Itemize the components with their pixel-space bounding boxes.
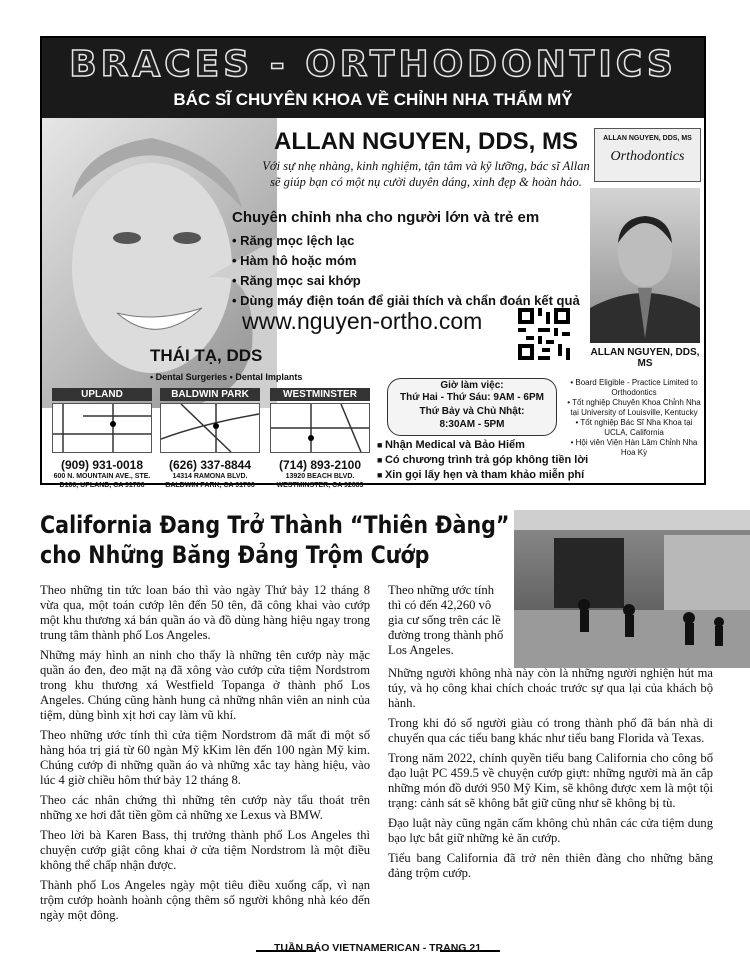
doctor-name: ALLAN NGUYEN, DDS, MS bbox=[273, 128, 578, 155]
credential-item: • Tốt nghiệp Bác Sĩ Nha Khoa tại UCLA, California bbox=[564, 418, 704, 438]
credential-item: • Board Eligible - Practice Limited to Orthodontics bbox=[564, 378, 704, 398]
location-baldwin-park bbox=[160, 388, 260, 488]
map-icon bbox=[52, 403, 152, 453]
headline-line: cho Những Băng Đảng Trộm Cướp bbox=[40, 541, 430, 569]
ad-title: BRACES - ORTHODONTICS bbox=[69, 44, 677, 85]
location-name: UPLAND bbox=[52, 388, 152, 401]
location-phone: (909) 931-0018 bbox=[60, 458, 144, 472]
hours-title: Giờ làm việc: bbox=[440, 380, 504, 391]
map-icon bbox=[270, 403, 370, 453]
logo-script: Orthodontics bbox=[610, 149, 685, 164]
map-icon bbox=[160, 403, 260, 453]
location-phone: (714) 893-2100 bbox=[278, 458, 362, 472]
benefit-item: ■ Nhận Medical và Bảo Hiểm bbox=[377, 438, 588, 453]
qr-code-icon bbox=[518, 308, 570, 360]
benefits-list bbox=[377, 438, 588, 483]
orthodontics-logo bbox=[594, 128, 701, 182]
article-paragraph: Tiểu bang California đã trở nên thiên đàng cho những băng đảng trộm cướp. bbox=[388, 851, 713, 880]
article-paragraph: Trong năm 2022, chính quyền tiểu bang California cho công bố đạo luật PC 459.5 về chuyện cướp giựt: những người mà ăn cắp những món đồ dưới 950 Mỹ Kim, sẽ không được xem là một tội trạng: cảnh sát sẽ không bắt giữ cũng như sẽ không bị tù. bbox=[388, 751, 713, 810]
ad-subtitle: BÁC SĨ CHUYÊN KHOA VỀ CHỈNH NHA THẨM MỸ bbox=[173, 90, 573, 109]
hours-weekend: 8:30AM - 5PM bbox=[439, 419, 505, 430]
article-column-2 bbox=[388, 666, 713, 886]
location-name: BALDWIN PARK bbox=[160, 388, 260, 401]
benefit-item: ■ Có chương trình trả góp không tiền lời bbox=[377, 453, 588, 468]
specialty-item: • Dùng máy điện toán để giải thích và chẩn đoán kết quả bbox=[232, 291, 580, 311]
second-doctor-name: THÁI TẠ, DDS bbox=[150, 346, 263, 365]
article-column-1 bbox=[40, 583, 370, 928]
hours-weekend-label: Thứ Bảy và Chủ Nhật: bbox=[419, 406, 525, 417]
store-robbery-photo bbox=[514, 510, 750, 668]
hours-weekday: Thứ Hai - Thứ Sáu: 9AM - 6PM bbox=[400, 392, 544, 403]
hours-box bbox=[387, 378, 557, 436]
photo-caption: ALLAN NGUYEN, DDS, MS bbox=[590, 347, 700, 369]
website-url: www.nguyen-ortho.com bbox=[242, 308, 483, 334]
article-paragraph: Theo các nhân chứng thì những tên cướp này tẩu thoát trên những xe hơi đắt tiền gồm cả những xe Lexus và BMW. bbox=[40, 793, 370, 822]
article-paragraph: Trong khi đó số người giàu có trong thành phố đã bán nhà di chuyển qua các tiểu bang khác như tiểu bang Florida và Texas. bbox=[388, 716, 713, 745]
credential-item: • Tốt nghiệp Chuyên Khoa Chỉnh Nha tại University of Louisville, Kentucky bbox=[564, 398, 704, 418]
article-paragraph: Theo những tin tức loan báo thì vào ngày Thứ bảy 12 tháng 8 vừa qua, một toán cướp lên đến 50 tên, đã công khai vào cướp một khu thương xá bán quần áo và đồ dùng hàng hiệu ngay trong trung tâm thành phố Los Angeles. bbox=[40, 583, 370, 642]
article-headline bbox=[40, 510, 510, 570]
specialty-list bbox=[232, 231, 580, 311]
article-column-2-lead: Theo những ước tính thì có đến 42,260 vô gia cư sống trên các lề đường trong thành phố Los Angeles. bbox=[388, 583, 504, 657]
specialty-item: • Răng mọc lệch lạc bbox=[232, 231, 580, 251]
logo-name: ALLAN NGUYEN, DDS, MS bbox=[603, 135, 692, 142]
article-paragraph: Theo lời bà Karen Bass, thị trưởng thành phố Los Angeles thì chuyện cướp giật công khai ở cửa tiệm Nordstrom là một điều không thể chấp nhận được. bbox=[40, 828, 370, 872]
location-phone: (626) 337-8844 bbox=[168, 458, 252, 472]
article-paragraph: Đạo luật này cũng ngăn cấm không chủ nhân các cửa tiệm dung bạo lực bắt giữ những kẻ ăn cướp. bbox=[388, 816, 713, 845]
article-paragraph: Những máy hình an ninh cho thấy là những tên cướp này mặc quần áo đen, đeo mặt nạ đã xông vào cướp cửa tiệm Nordstrom trong khu thương xá Westfield Topanga ở thành phố Los Angeles. Chúng cũng hành hung cả những nhân viên an ninh của tiệm, dùng bình xịt hơi cay làm vũ khí. bbox=[40, 648, 370, 722]
location-address: 600 N. MOUNTAIN AVE., STE. D100, UPLAND, CA 91786 bbox=[53, 473, 151, 489]
benefit-item: ■ Xin gọi lấy hẹn và tham khảo miễn phí bbox=[377, 468, 588, 483]
location-upland bbox=[52, 388, 152, 488]
location-address: 14314 RAMONA BLVD. BALDWIN PARK, CA 91706 bbox=[165, 473, 255, 489]
specialty-title: Chuyên chỉnh nha cho người lớn và trẻ em bbox=[232, 209, 540, 226]
location-westminster bbox=[270, 388, 370, 488]
page-footer: TUẦN BÁO VIETNAMERICAN - TRANG 21 bbox=[273, 942, 482, 954]
advertisement bbox=[40, 36, 706, 489]
doctor-portrait bbox=[590, 188, 700, 343]
specialty-item: • Hàm hô hoặc móm bbox=[232, 251, 580, 271]
location-address: 13920 BEACH BLVD. WESTMINSTER, CA 92683 bbox=[276, 473, 364, 489]
article-paragraph: Theo những ước tính thì cửa tiệm Nordstrom đã mất đi một số hàng hóa trị giá từ 60 ngàn Mỹ kKim lên đến 100 ngàn Mỹ kim. Chúng cướp đi những quần áo và những xắc tay hàng hiệu, vào lúc 4 giờ chiều hôm thứ bảy 12 tháng 8. bbox=[40, 728, 370, 787]
services: • Dental Surgeries • Dental Implants bbox=[150, 372, 303, 382]
article-paragraph: Những người không nhà này còn là những người nghiện hút ma túy, và họ công khai chích choác trước sự qua lại của khách bộ hành. bbox=[388, 666, 713, 710]
specialty-item: • Răng mọc sai khớp bbox=[232, 271, 580, 291]
headline-line: California Đang Trở Thành “Thiên Đàng” bbox=[40, 511, 510, 539]
tagline: Với sự nhẹ nhàng, kinh nghiệm, tận tâm và kỹ lưỡng, bác sĩ Allan sẽ giúp bạn có một nụ cười duyên dáng, xinh đẹp & hoàn hảo. bbox=[262, 159, 590, 189]
location-name: WESTMINSTER bbox=[270, 388, 370, 401]
credential-item: • Hội viên Viện Hàn Lâm Chỉnh Nha Hoa Kỳ bbox=[564, 438, 704, 458]
article-paragraph: Thành phố Los Angeles ngày một tiêu điều xuống cấp, vì nạn trộm cướp hoành hoành cộng thêm số người không nhà kéo đến ngày một đông. bbox=[40, 878, 370, 922]
